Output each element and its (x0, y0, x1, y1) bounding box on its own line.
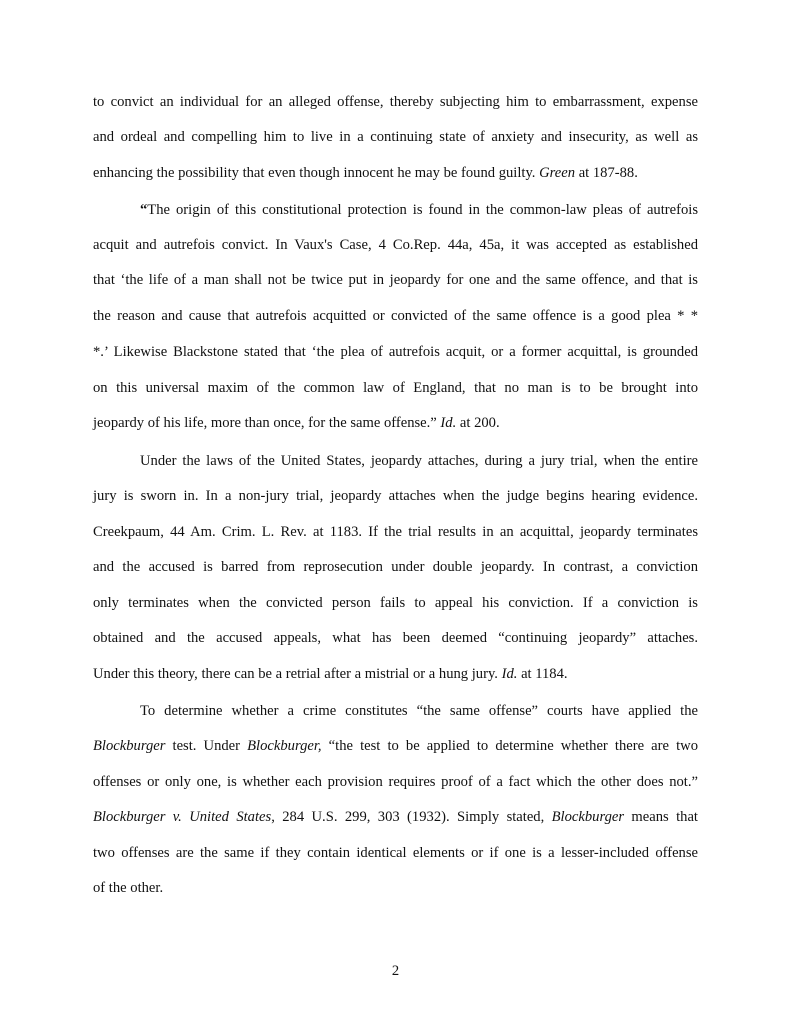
text-run: to convict an individual for an alleged offense, thereby subjecting him to embarrassment, expense (93, 94, 698, 110)
italic-text: Id. (501, 666, 518, 682)
text-line (93, 523, 698, 541)
text-run: on this universal maxim of the common law of England, that no man is to be brought into (93, 380, 698, 396)
text-line (93, 879, 698, 897)
text-run: *.’ Likewise Blackstone stated that ‘the plea of autrefois acquit, or a former acquittal, is grounded (93, 344, 698, 360)
text-run: “ (140, 202, 148, 218)
text-run: To determine whether a crime constitutes “the same offense” courts have applied the (140, 703, 698, 719)
text-run: enhancing the possibility that even though innocent he may be found guilty. (93, 165, 540, 181)
text-run: , 284 U.S. 299, 303 (1932). Simply stated, (271, 809, 552, 825)
text-line (93, 379, 698, 397)
italic-text: Blockburger (93, 738, 166, 754)
text-line (93, 307, 698, 325)
text-run: offenses or only one, is whether each provision requires proof of a fact which the other does not.” (93, 774, 698, 790)
page-number: 2 (391, 963, 400, 979)
text-run: jury is sworn in. In a non-jury trial, jeopardy attaches when the judge begins hearing evidence. (93, 488, 698, 504)
text-run: means that (624, 809, 698, 825)
text-run: Creekpaum, 44 Am. Crim. L. Rev. at 1183. If the trial results in an acquittal, jeopardy terminates (93, 524, 698, 540)
text-line (93, 164, 698, 182)
text-line (93, 271, 698, 289)
text-line (93, 236, 698, 254)
text-run: at 1184. (517, 666, 568, 682)
italic-text: Id. (440, 415, 457, 431)
text-line (93, 487, 698, 505)
text-run: only terminates when the convicted person fails to appeal his conviction. If a conviction is (93, 595, 698, 611)
text-run: test. Under (165, 738, 248, 754)
text-line (140, 452, 698, 470)
text-line (93, 414, 698, 432)
text-line (93, 343, 698, 361)
text-line (93, 558, 698, 576)
text-line (140, 702, 698, 720)
text-run: acquit and autrefois convict. In Vaux's Case, 4 Co.Rep. 44a, 45a, it was accepted as established (93, 237, 698, 253)
text-run: two offenses are the same if they contain identical elements or if one is a lesser-included offense (93, 845, 698, 861)
text-line (93, 93, 698, 111)
text-run: The origin of this constitutional protection is found in the common-law pleas of autrefois (147, 202, 698, 218)
text-line (93, 629, 698, 647)
italic-text: Blockburger (551, 809, 625, 825)
text-line (93, 594, 698, 612)
text-line (93, 737, 698, 755)
text-run: at 187-88. (575, 165, 638, 181)
text-line (93, 665, 698, 683)
text-line (93, 128, 698, 146)
text-run: obtained and the accused appeals, what has been deemed “continuing jeopardy” attaches. (93, 630, 698, 646)
italic-text: Green (539, 165, 576, 181)
text-run: and the accused is barred from reprosecution under double jeopardy. In contrast, a conviction (93, 559, 698, 575)
text-run: Under this theory, there can be a retrial after a mistrial or a hung jury. (93, 666, 502, 682)
text-line (140, 201, 698, 219)
text-run: Under the laws of the United States, jeopardy attaches, during a jury trial, when the entire (140, 453, 698, 469)
text-run: “the test to be applied to determine whether there are two (321, 738, 698, 754)
italic-text: Blockburger, (247, 738, 322, 754)
text-run: that ‘the life of a man shall not be twice put in jeopardy for one and the same offence, and that is (93, 272, 698, 288)
text-run: the reason and cause that autrefois acquitted or convicted of the same offence is a good plea * * (93, 308, 698, 324)
text-run: of the other. (93, 880, 164, 896)
text-run: at 200. (456, 415, 500, 431)
italic-text: Blockburger v. United States (93, 809, 272, 825)
text-run: jeopardy of his life, more than once, for the same offense.” (93, 415, 441, 431)
text-run: and ordeal and compelling him to live in a continuing state of anxiety and insecurity, as well as (93, 129, 698, 145)
text-line (93, 808, 698, 826)
text-line (93, 773, 698, 791)
text-line (93, 844, 698, 862)
